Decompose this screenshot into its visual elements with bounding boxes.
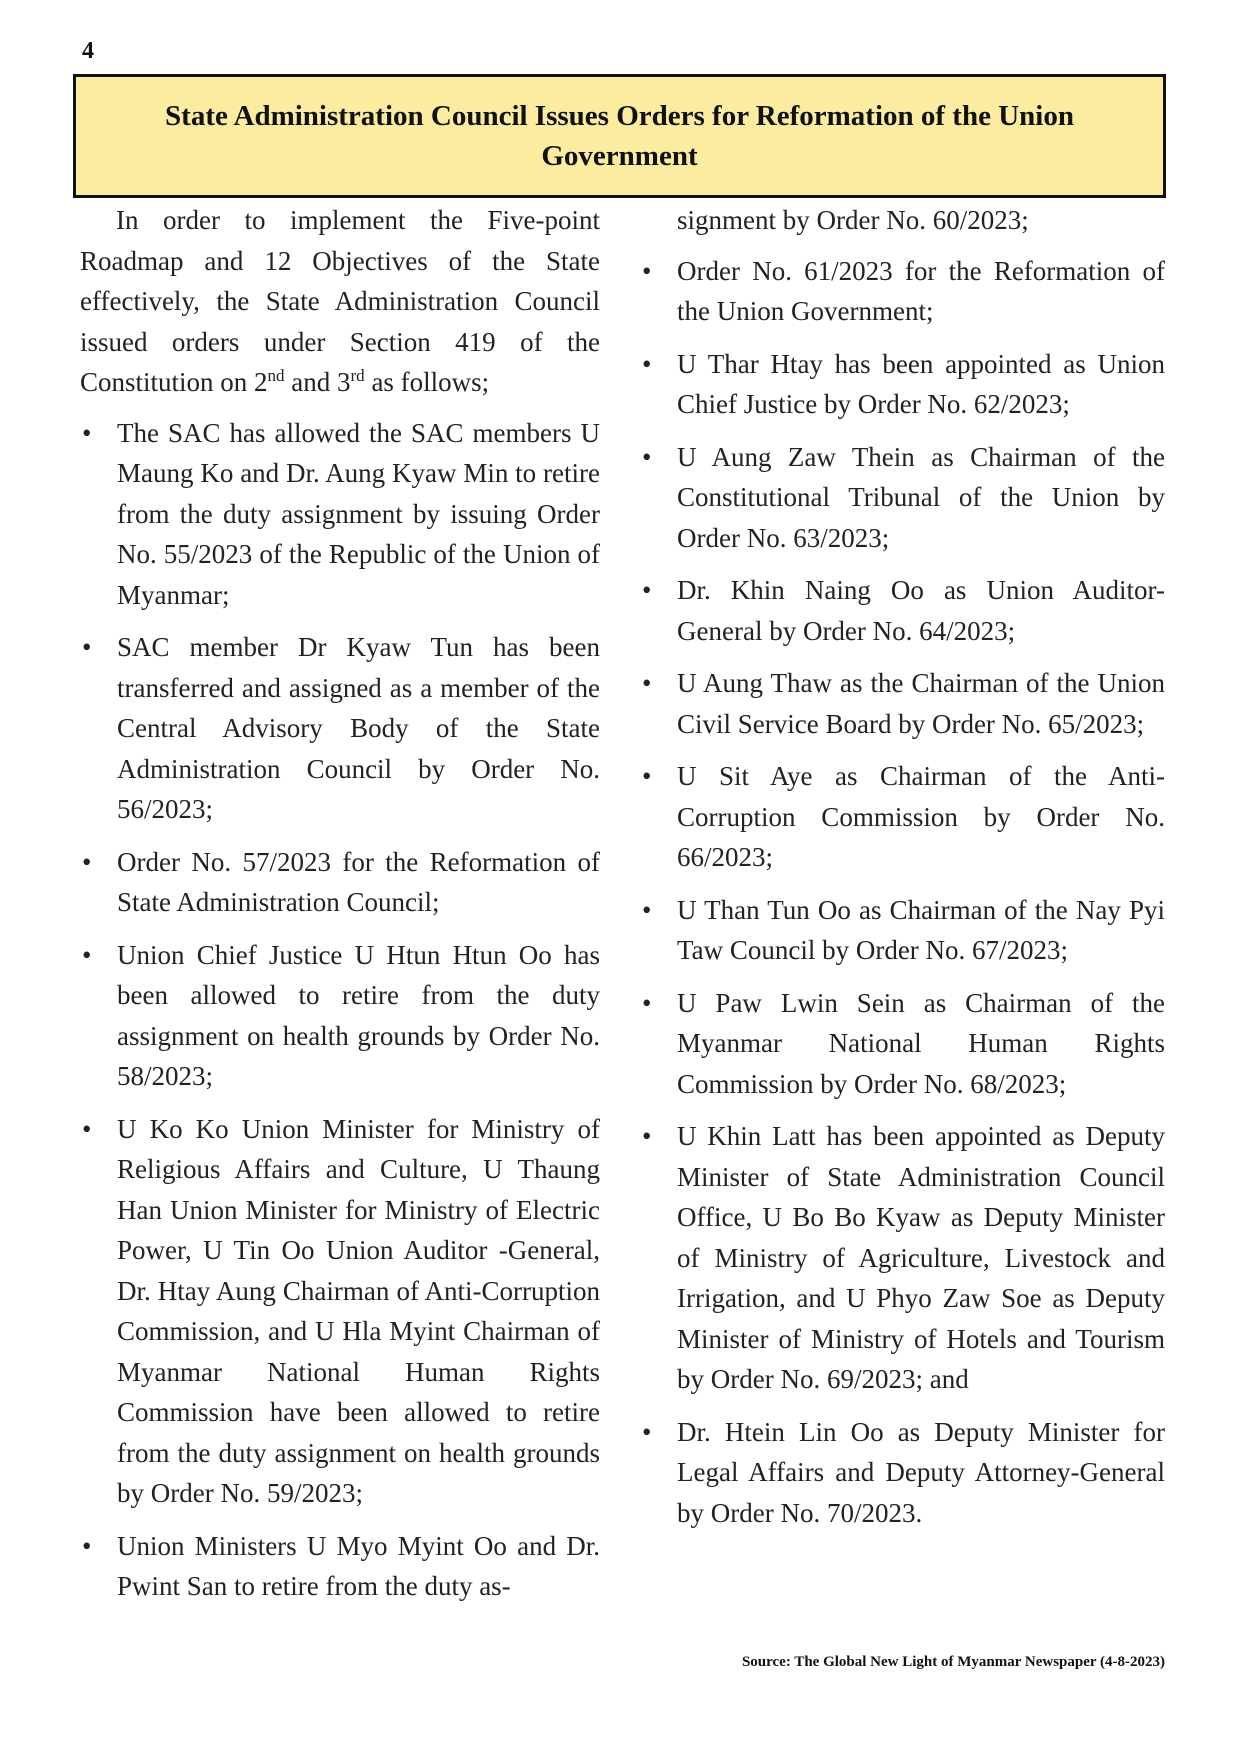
list-item: [640, 251, 1165, 332]
list-item-text: SAC member Dr Kyaw Tun has been transferred and assigned as a member of the Central Advisory Body of the State Administration Council by Order No. 56/2023;: [117, 632, 600, 824]
bullet-icon: •: [82, 632, 92, 662]
left-bullet-list: [80, 413, 600, 1607]
left-column: [80, 200, 600, 1619]
bullet-icon: •: [642, 987, 652, 1018]
intro-text-a: In order to implement the Five-point Roadmap and 12 Objectives of the State effectively, the State Administration Council issued orders under Section 419 of the Constitution on 2: [80, 205, 600, 397]
bullet-icon: •: [82, 939, 92, 970]
list-item-text: U Thar Htay has been appointed as Union Chief Justice by Order No. 62/2023;: [677, 348, 1165, 419]
page-number: 4: [82, 38, 94, 64]
list-item: [80, 842, 600, 923]
list-item: [640, 663, 1165, 744]
bullet-icon: •: [82, 1113, 92, 1144]
list-item: [80, 1109, 600, 1514]
intro-sup-nd: nd: [267, 366, 285, 385]
list-item-text: U Than Tun Oo as Chairman of the Nay Pyi Taw Council by Order No. 67/2023;: [677, 894, 1165, 965]
bullet-icon: •: [642, 1121, 652, 1151]
bullet-icon: •: [82, 417, 92, 448]
list-item-text: Dr. Khin Naing Oo as Union Auditor-General by Order No. 64/2023;: [677, 575, 1165, 646]
intro-text-c: as follows;: [364, 367, 490, 397]
list-item-text: U Sit Aye as Chairman of the Anti-Corruption Commission by Order No. 66/2023;: [677, 761, 1165, 872]
bullet-icon: •: [642, 894, 652, 925]
intro-text-b: and 3: [284, 367, 351, 397]
list-item-text: The SAC has allowed the SAC members U Maung Ko and Dr. Aung Kyaw Min to retire from the duty assignment by issuing Order No. 55/2023 of the Republic of the Union of Myanmar;: [117, 417, 600, 610]
source-credit: Source: The Global New Light of Myanmar Newspaper (4-8-2023): [741, 1654, 1165, 1670]
bullet-icon: •: [642, 441, 652, 472]
right-bullet-list: [640, 251, 1165, 1534]
intro-paragraph: [80, 200, 600, 403]
list-item-text: U Khin Latt has been appointed as Deputy Minister of State Administration Council Office, U Bo Bo Kyaw as Deputy Minister of Ministry of Agriculture, Livestock and Irrigation, and U Phyo Zaw Soe as Deputy Minister of Ministry of Hotels and Tourism by Order No. 69/2023; and: [677, 1121, 1165, 1394]
list-item: [80, 935, 600, 1097]
list-item: [640, 1116, 1165, 1400]
list-item: [640, 1412, 1165, 1534]
list-item-text: Dr. Htein Lin Oo as Deputy Minister for Legal Affairs and Deputy Attorney-General by Order No. 70/2023.: [677, 1416, 1165, 1528]
bullet-icon: •: [642, 668, 652, 698]
list-item: [80, 413, 600, 616]
bullet-icon: •: [642, 255, 652, 286]
right-column: [640, 200, 1165, 1545]
list-item-text: Union Chief Justice U Htun Htun Oo has been allowed to retire from the duty assignment on health grounds by Order No. 58/2023;: [117, 939, 600, 1091]
continued-text: signment by Order No. 60/2023;: [677, 205, 1029, 235]
list-item-text: U Aung Thaw as the Chairman of the Union Civil Service Board by Order No. 65/2023;: [677, 668, 1165, 739]
bullet-icon: •: [642, 1416, 652, 1447]
list-item-text: Order No. 57/2023 for the Reformation of State Administration Council;: [117, 846, 600, 917]
intro-sup-rd: rd: [350, 366, 365, 385]
title-box: [73, 74, 1166, 198]
list-item: [640, 890, 1165, 971]
list-item: [640, 983, 1165, 1105]
bullet-icon: •: [642, 761, 652, 791]
list-item-text: U Paw Lwin Sein as Chairman of the Myanmar National Human Rights Commission by Order No. 68/2023;: [677, 987, 1165, 1099]
bullet-icon: •: [642, 575, 652, 605]
bullet-icon: •: [82, 846, 92, 877]
list-item-text: U Ko Ko Union Minister for Ministry of Religious Affairs and Culture, U Thaung Han Union Minister for Ministry of Electric Power, U Tin Oo Union Auditor -General, Dr. Htay Aung Chairman of Anti-Corruption Commission, and U Hla Myint Chairman of Myanmar National Human Rights Commission have been allowed to retire from the duty assignment on health grounds by Order No. 59/2023;: [117, 1113, 600, 1508]
bullet-icon: •: [82, 1530, 92, 1561]
list-item-text: Union Ministers U Myo Myint Oo and Dr. Pwint San to retire from the duty as-: [117, 1530, 600, 1601]
list-item: [80, 627, 600, 830]
list-item: [640, 437, 1165, 559]
article-title: State Administration Council Issues Orders for Reformation of the Union Government: [165, 100, 1074, 172]
list-item: [640, 756, 1165, 878]
list-item: [640, 344, 1165, 425]
list-item-text: U Aung Zaw Thein as Chairman of the Constitutional Tribunal of the Union by Order No. 63/2023;: [677, 441, 1165, 553]
bullet-icon: •: [642, 348, 652, 379]
list-item-text: Order No. 61/2023 for the Reformation of the Union Government;: [677, 255, 1165, 326]
list-item: [640, 570, 1165, 651]
list-item: [80, 1526, 600, 1607]
